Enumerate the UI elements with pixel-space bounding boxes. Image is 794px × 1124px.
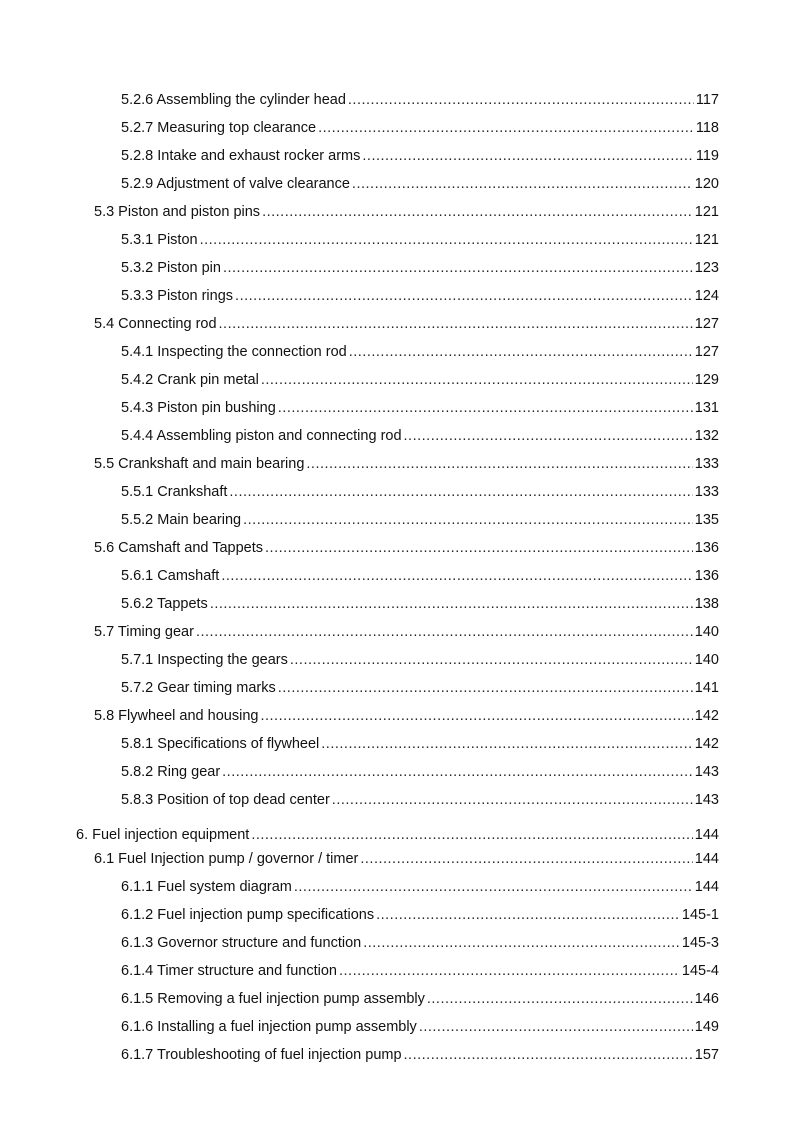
toc-entry[interactable] (121, 593, 719, 615)
dot-leader (219, 313, 693, 335)
toc-entry-title: 5.8.1 Specifications of flywheel (121, 736, 320, 752)
toc-entry[interactable] (121, 988, 719, 1010)
toc-entry[interactable] (121, 932, 719, 954)
toc-entry-title: 5.5 Crankshaft and main bearing (94, 456, 305, 472)
toc-entry[interactable] (121, 565, 719, 587)
toc-entry-page: 145-3 (681, 935, 719, 951)
dot-leader (235, 285, 693, 307)
toc-entry[interactable] (94, 848, 719, 870)
toc-entry[interactable] (121, 341, 719, 363)
toc-entry[interactable] (94, 453, 719, 475)
toc-entry-page: 132 (694, 428, 719, 444)
toc-entry-page: 136 (694, 540, 719, 556)
toc-entry-title: 5.5.2 Main bearing (121, 512, 242, 528)
dot-leader (404, 1044, 693, 1066)
dot-leader (362, 145, 693, 167)
toc-entry[interactable] (121, 960, 719, 982)
toc-entry-page: 140 (694, 652, 719, 668)
toc-entry-title: 5.6.2 Tappets (121, 596, 208, 612)
toc-entry-page: 133 (694, 456, 719, 472)
toc-entry-page: 124 (694, 288, 719, 304)
toc-entry-page: 131 (694, 400, 719, 416)
toc-entry-page: 138 (694, 596, 719, 612)
dot-leader (349, 341, 693, 363)
dot-leader (352, 173, 693, 195)
toc-entry[interactable] (121, 1044, 719, 1066)
toc-entry-page: 141 (694, 680, 719, 696)
toc-entry-page: 133 (694, 484, 719, 500)
dot-leader (196, 621, 693, 643)
toc-entry-page: 117 (695, 92, 719, 108)
toc-entry-title: 5.8.3 Position of top dead center (121, 792, 330, 808)
dot-leader (348, 89, 694, 111)
toc-entry-title: 5.8 Flywheel and housing (94, 708, 259, 724)
toc-entry[interactable] (121, 1016, 719, 1038)
toc-entry[interactable] (121, 649, 719, 671)
toc-entry[interactable] (121, 425, 719, 447)
dot-leader (278, 397, 693, 419)
toc-entry[interactable] (121, 257, 719, 279)
toc-entry-title: 5.3.3 Piston rings (121, 288, 234, 304)
toc-entry[interactable] (94, 313, 719, 335)
toc-entry[interactable] (94, 621, 719, 643)
toc-entry-title: 5.4.3 Piston pin bushing (121, 400, 276, 416)
toc-entry-title: 6.1 Fuel Injection pump / governor / timer (94, 851, 359, 867)
dot-leader (261, 369, 693, 391)
toc-entry[interactable] (121, 89, 719, 111)
toc-entry-title: 6. Fuel injection equipment (76, 827, 250, 843)
toc-entry-page: 143 (694, 764, 719, 780)
toc-entry-page: 157 (694, 1047, 719, 1063)
toc-entry-page: 142 (694, 708, 719, 724)
toc-entry-page: 149 (694, 1019, 719, 1035)
dot-leader (363, 932, 680, 954)
dot-leader (243, 509, 693, 531)
toc-entry-title: 5.7.1 Inspecting the gears (121, 652, 288, 668)
toc-entry[interactable] (121, 397, 719, 419)
dot-leader (262, 201, 693, 223)
toc-entry-page: 118 (695, 120, 719, 136)
dot-leader (210, 593, 693, 615)
dot-leader (223, 257, 693, 279)
toc-entry-page: 121 (694, 232, 719, 248)
dot-leader (306, 453, 692, 475)
toc-entry-page: 140 (694, 624, 719, 640)
toc-entry-page: 119 (695, 148, 719, 164)
dot-leader (200, 229, 693, 251)
toc-entry[interactable] (94, 201, 719, 223)
toc-entry-title: 5.2.6 Assembling the cylinder head (121, 92, 346, 108)
toc-entry-title: 5.6 Camshaft and Tappets (94, 540, 264, 556)
toc-entry[interactable] (121, 285, 719, 307)
toc-entry-title: 6.1.7 Troubleshooting of fuel injection pump (121, 1047, 402, 1063)
toc-entry-page: 135 (694, 512, 719, 528)
dot-leader (221, 565, 692, 587)
toc-entry[interactable] (76, 824, 719, 846)
toc-entry-title: 5.5.1 Crankshaft (121, 484, 228, 500)
dot-leader (222, 761, 693, 783)
toc-entry-title: 6.1.1 Fuel system diagram (121, 879, 292, 895)
toc-entry-page: 129 (694, 372, 719, 388)
toc-entry[interactable] (94, 537, 719, 559)
dot-leader (278, 677, 693, 699)
toc-entry-title: 6.1.4 Timer structure and function (121, 963, 337, 979)
toc-entry[interactable] (121, 789, 719, 811)
toc-entry[interactable] (121, 733, 719, 755)
dot-leader (321, 733, 693, 755)
toc-entry-title: 5.4 Connecting rod (94, 316, 217, 332)
toc-entry-page: 143 (694, 792, 719, 808)
toc-entry-title: 5.2.8 Intake and exhaust rocker arms (121, 148, 361, 164)
dot-leader (318, 117, 694, 139)
toc-entry-title: 6.1.3 Governor structure and function (121, 935, 362, 951)
toc-entry[interactable] (94, 705, 719, 727)
toc-entry[interactable] (121, 509, 719, 531)
dot-leader (294, 876, 693, 898)
toc-entry[interactable] (121, 173, 719, 195)
toc-entry-title: 5.8.2 Ring gear (121, 764, 221, 780)
toc-entry-page: 136 (694, 568, 719, 584)
toc-entry-title: 5.3 Piston and piston pins (94, 204, 261, 220)
toc-entry-title: 5.3.2 Piston pin (121, 260, 221, 276)
toc-entry-title: 6.1.2 Fuel injection pump specifications (121, 907, 375, 923)
toc-entry[interactable] (121, 761, 719, 783)
toc-entry[interactable] (121, 481, 719, 503)
dot-leader (360, 848, 692, 870)
toc-entry-page: 123 (694, 260, 719, 276)
toc-entry-page: 144 (694, 851, 719, 867)
dot-leader (332, 789, 693, 811)
dot-leader (419, 1016, 693, 1038)
dot-leader (290, 649, 693, 671)
toc-entry-page: 142 (694, 736, 719, 752)
toc-entry-title: 6.1.6 Installing a fuel injection pump assembly (121, 1019, 417, 1035)
toc-entry[interactable] (121, 677, 719, 699)
toc-entry[interactable] (121, 117, 719, 139)
dot-leader (339, 960, 680, 982)
toc-entry-page: 145-1 (681, 907, 719, 923)
toc-entry-title: 5.6.1 Camshaft (121, 568, 220, 584)
dot-leader (265, 537, 693, 559)
toc-entry-title: 5.7.2 Gear timing marks (121, 680, 276, 696)
toc-entry-page: 127 (694, 344, 719, 360)
toc-entry-page: 145-4 (681, 963, 719, 979)
toc-entry-page: 120 (694, 176, 719, 192)
toc-entry-page: 127 (694, 316, 719, 332)
dot-leader (229, 481, 692, 503)
dot-leader (251, 824, 692, 846)
toc-entry-title: 5.7 Timing gear (94, 624, 194, 640)
toc-entry[interactable] (121, 876, 719, 898)
toc-entry-page: 144 (694, 879, 719, 895)
toc-entry-title: 5.2.7 Measuring top clearance (121, 120, 317, 136)
toc-entry[interactable] (121, 904, 719, 926)
toc-entry-title: 5.4.1 Inspecting the connection rod (121, 344, 347, 360)
toc-entry-title: 5.3.1 Piston (121, 232, 198, 248)
toc-entry-title: 6.1.5 Removing a fuel injection pump assembly (121, 991, 425, 1007)
toc-entry[interactable] (121, 369, 719, 391)
toc-entry-title: 5.4.4 Assembling piston and connecting rod (121, 428, 402, 444)
toc-entry-title: 5.4.2 Crank pin metal (121, 372, 259, 388)
dot-leader (427, 988, 693, 1010)
toc-entry[interactable] (121, 229, 719, 251)
dot-leader (260, 705, 692, 727)
toc-entry-page: 121 (694, 204, 719, 220)
toc-entry-page: 146 (694, 991, 719, 1007)
dot-leader (376, 904, 680, 926)
toc-entry-page: 144 (694, 827, 719, 843)
toc-entry[interactable] (121, 145, 719, 167)
dot-leader (404, 425, 693, 447)
toc-entry-title: 5.2.9 Adjustment of valve clearance (121, 176, 350, 192)
